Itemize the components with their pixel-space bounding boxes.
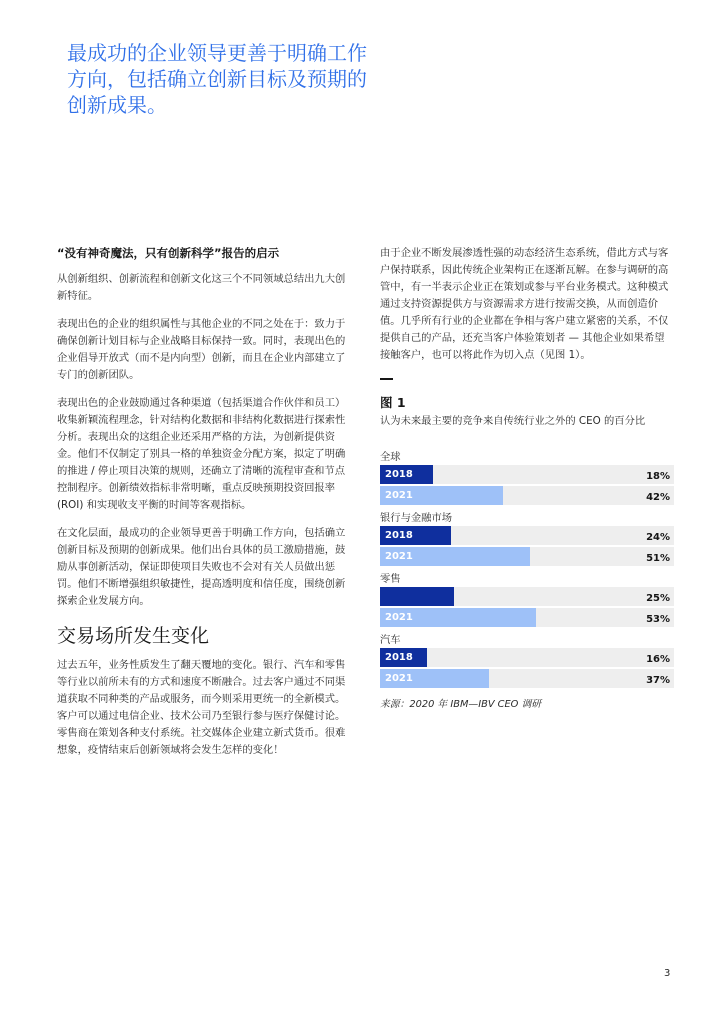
bar-value-label: 16% [646, 654, 670, 665]
category-label: 银行与金融市场 [380, 512, 453, 524]
right-column [380, 245, 674, 710]
bar-track [380, 465, 674, 484]
body-paragraph: 过去五年，业务性质发生了翻天覆地的变化。银行、汽车和零售等行业以前所未有的方式和速度不断融合。过去客户通过不同渠道获取不同种类的产品或服务，而今则采用更统一的全新模式。客户可以通过电信企业、技术公司乃至银行参与医疗保健讨论。零售商在策划各种支付系统。社交媒体企业建立新式货币。很难想象，疫情结束后创新领域将会发生怎样的变化！ [57, 659, 346, 756]
bar-track [380, 648, 674, 667]
section-heading: “没有神奇魔法，只有创新科学”报告的启示 [57, 246, 280, 260]
bar-2018 [380, 587, 454, 606]
chart-group [380, 509, 674, 566]
bar-value-label: 53% [646, 614, 670, 625]
body-paragraph: 在文化层面，最成功的企业领导更善于明确工作方向，包括确立创新目标及预期的创新成果。他们出台具体的员工激励措施，鼓励从事创新活动，保证即使项目失败也不会对有关人员做出惩罚。他们不断增强组织敏捷性，提高透明度和信任度，围绕创新探索企业发展方向。 [57, 527, 346, 607]
left-column [57, 245, 347, 770]
bar-track [380, 587, 674, 606]
body-paragraph: 表现出色的企业鼓励通过各种渠道（包括渠道合作伙伴和员工）收集新颖流程理念，针对结构化数据和非结构化数据进行探索性分析。表现出众的这组企业还采用严格的方法，为创新提供资金。他们不仅制定了别具一格的单独资金分配方案，拟定了明确的推进 / 停止项目决策的规则，还确立了清晰的流程审查和节点控制程序。创新绩效指标非常明晰，重点反映预期投资回报率 (ROI) 和实现收支平衡的时间等客观指标。 [57, 397, 346, 511]
body-paragraph: 表现出色的企业的组织属性与其他企业的不同之处在于：致力于确保创新计划目标与企业战略目标保持一致。同时，表现出色的企业倡导开放式（而不是内向型）创新，而且在企业内部建立了专门的创新团队。 [57, 318, 346, 381]
bar-value-label: 18% [646, 471, 670, 482]
bar-series-label: 2021 [385, 551, 413, 562]
bar-chart [380, 448, 674, 688]
page-number: 3 [664, 968, 671, 979]
pull-quote: 最成功的企业领导更善于明确工作方向，包括确立创新目标及预期的创新成果。 [67, 41, 367, 117]
bar-series-label: 2018 [385, 469, 413, 480]
bar-track [380, 526, 674, 545]
figure-divider [380, 378, 393, 380]
bar-series-label: 2021 [385, 612, 413, 623]
category-label: 全球 [380, 451, 401, 463]
bar-value-label: 25% [646, 593, 670, 604]
body-paragraph: 从创新组织、创新流程和创新文化这三个不同领域总结出九大创新特征。 [57, 273, 346, 302]
bar-value-label: 42% [646, 492, 670, 503]
figure-source: 来源：2020 年 IBM—IBV CEO 调研 [380, 699, 542, 710]
chart-group [380, 570, 674, 627]
bar-track [380, 486, 674, 505]
bar-series-label: 2018 [385, 652, 413, 663]
chart-group [380, 631, 674, 688]
category-label: 零售 [380, 573, 401, 585]
bar-series-label: 2021 [385, 673, 413, 684]
bar-value-label: 37% [646, 675, 670, 686]
category-label: 汽车 [380, 634, 401, 646]
bar-track [380, 669, 674, 688]
bar-value-label: 51% [646, 553, 670, 564]
figure-caption: 认为未来最主要的竞争来自传统行业之外的 CEO 的百分比 [380, 415, 646, 427]
body-paragraph: 由于企业不断发展渗透性强的动态经济生态系统，借此方式与客户保持联系，因此传统企业架构正在逐渐瓦解。在参与调研的高管中，有一半表示企业正在策划或参与平台业务模式。这种模式通过支持资源提供方与资源需求方进行按需交换，从而创造价值。几乎所有行业的企业都在争相与客户建立紧密的关系，不仅提供自己的产品，还充当客户体验策划者 — 其他企业如果希望接触客户，也可以将此作为切入点（见图 1）。 [380, 247, 669, 361]
bar-track [380, 608, 674, 627]
bar-track [380, 547, 674, 566]
bar-series-label: 2018 [385, 530, 413, 541]
section-title: 交易场所发生变化 [57, 625, 210, 647]
bar-value-label: 24% [646, 532, 670, 543]
chart-group [380, 448, 674, 505]
bar-series-label: 2021 [385, 490, 413, 501]
figure-label: 图 1 [380, 395, 406, 410]
